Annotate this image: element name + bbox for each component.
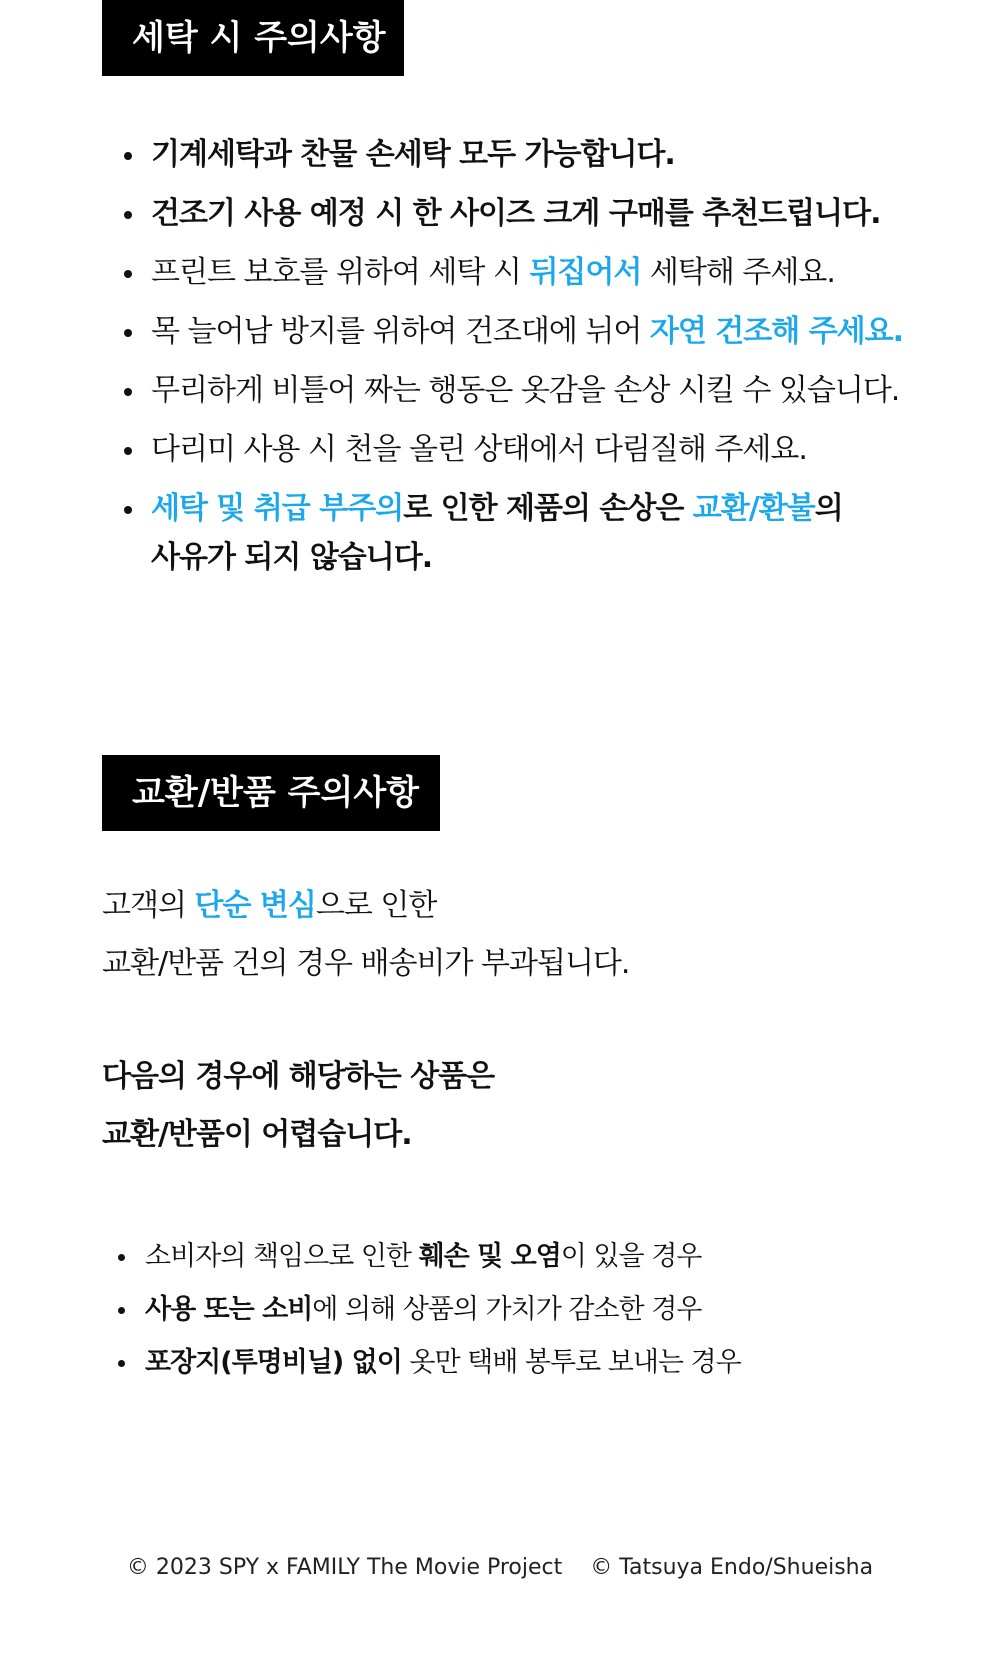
case-text: 옷만 택배 봉투로 보내는 경우: [401, 1347, 741, 1378]
case-bold-text: 사용 또는 소비: [145, 1294, 313, 1325]
care-item-text: 의: [814, 491, 843, 526]
list-item: [124, 425, 924, 474]
washing-caution-label: 세탁 시 주의사항: [102, 0, 404, 76]
list-item: [124, 307, 924, 356]
case-bold-text: 포장지(투명비닐) 없이: [145, 1347, 402, 1378]
care-item-text: 기계세탁과 찬물 손세탁 모두 가능합니다.: [151, 137, 675, 172]
care-item-text: 무리하게 비틀어 짜는 행동은 옷감을 손상 시킬 수 있습니다.: [151, 373, 900, 408]
notice-text: 교환/반품이 어렵습니다.: [102, 1117, 412, 1152]
care-item-text: 세탁해 주세요.: [641, 255, 835, 290]
case-text: 에 의해 상품의 가치가 감소한 경우: [312, 1294, 702, 1325]
list-item: [118, 1336, 741, 1389]
notice-text: 다음의 경우에 해당하는 상품은: [102, 1059, 495, 1094]
care-item-text: 사유가 되지 않습니다.: [151, 540, 433, 575]
list-item: [118, 1230, 741, 1283]
care-item-text: 건조기 사용 예정 시 한 사이즈 크게 구매를 추천드립니다.: [151, 196, 881, 231]
list-item: [124, 484, 924, 582]
list-item: [124, 366, 924, 415]
care-item-highlight: 자연 건조해 주세요.: [649, 314, 904, 349]
case-text: 이 있을 경우: [560, 1241, 702, 1272]
list-item: [124, 248, 924, 297]
care-item-highlight: 세탁 및 취급 부주의: [151, 491, 404, 526]
care-item-text: 로 인한 제품의 손상은: [403, 491, 693, 526]
list-item: [124, 189, 924, 238]
care-item-text: 프린트 보호를 위하여 세탁 시: [151, 255, 530, 290]
exchange-intro: [102, 877, 629, 993]
intro-text: 으로 인한: [315, 888, 437, 923]
care-item-text: 목 늘어남 방지를 위하여 건조대에 뉘어: [151, 314, 650, 349]
case-bold-text: 훼손 및 오염: [418, 1241, 561, 1272]
intro-highlight: 단순 변심: [194, 888, 316, 923]
washing-caution-list: [124, 130, 924, 592]
exchange-case-list: [118, 1230, 741, 1389]
exchange-caution-label: 교환/반품 주의사항: [102, 755, 440, 831]
case-text: 소비자의 책임으로 인한: [145, 1241, 419, 1272]
intro-text: 고객의: [102, 888, 195, 923]
exchange-notice: [102, 1048, 494, 1164]
list-item: [124, 130, 924, 179]
care-item-highlight: 뒤집어서: [529, 255, 642, 290]
intro-text: 교환/반품 건의 경우 배송비가 부과됩니다.: [102, 946, 630, 981]
copyright-text: © 2023 SPY x FAMILY The Movie Project © Tatsuya Endo/Shueisha: [126, 1555, 874, 1580]
care-item-text: 다리미 사용 시 천을 올린 상태에서 다림질해 주세요.: [151, 432, 807, 467]
care-item-highlight: 교환/환불: [692, 491, 815, 526]
list-item: [118, 1283, 741, 1336]
